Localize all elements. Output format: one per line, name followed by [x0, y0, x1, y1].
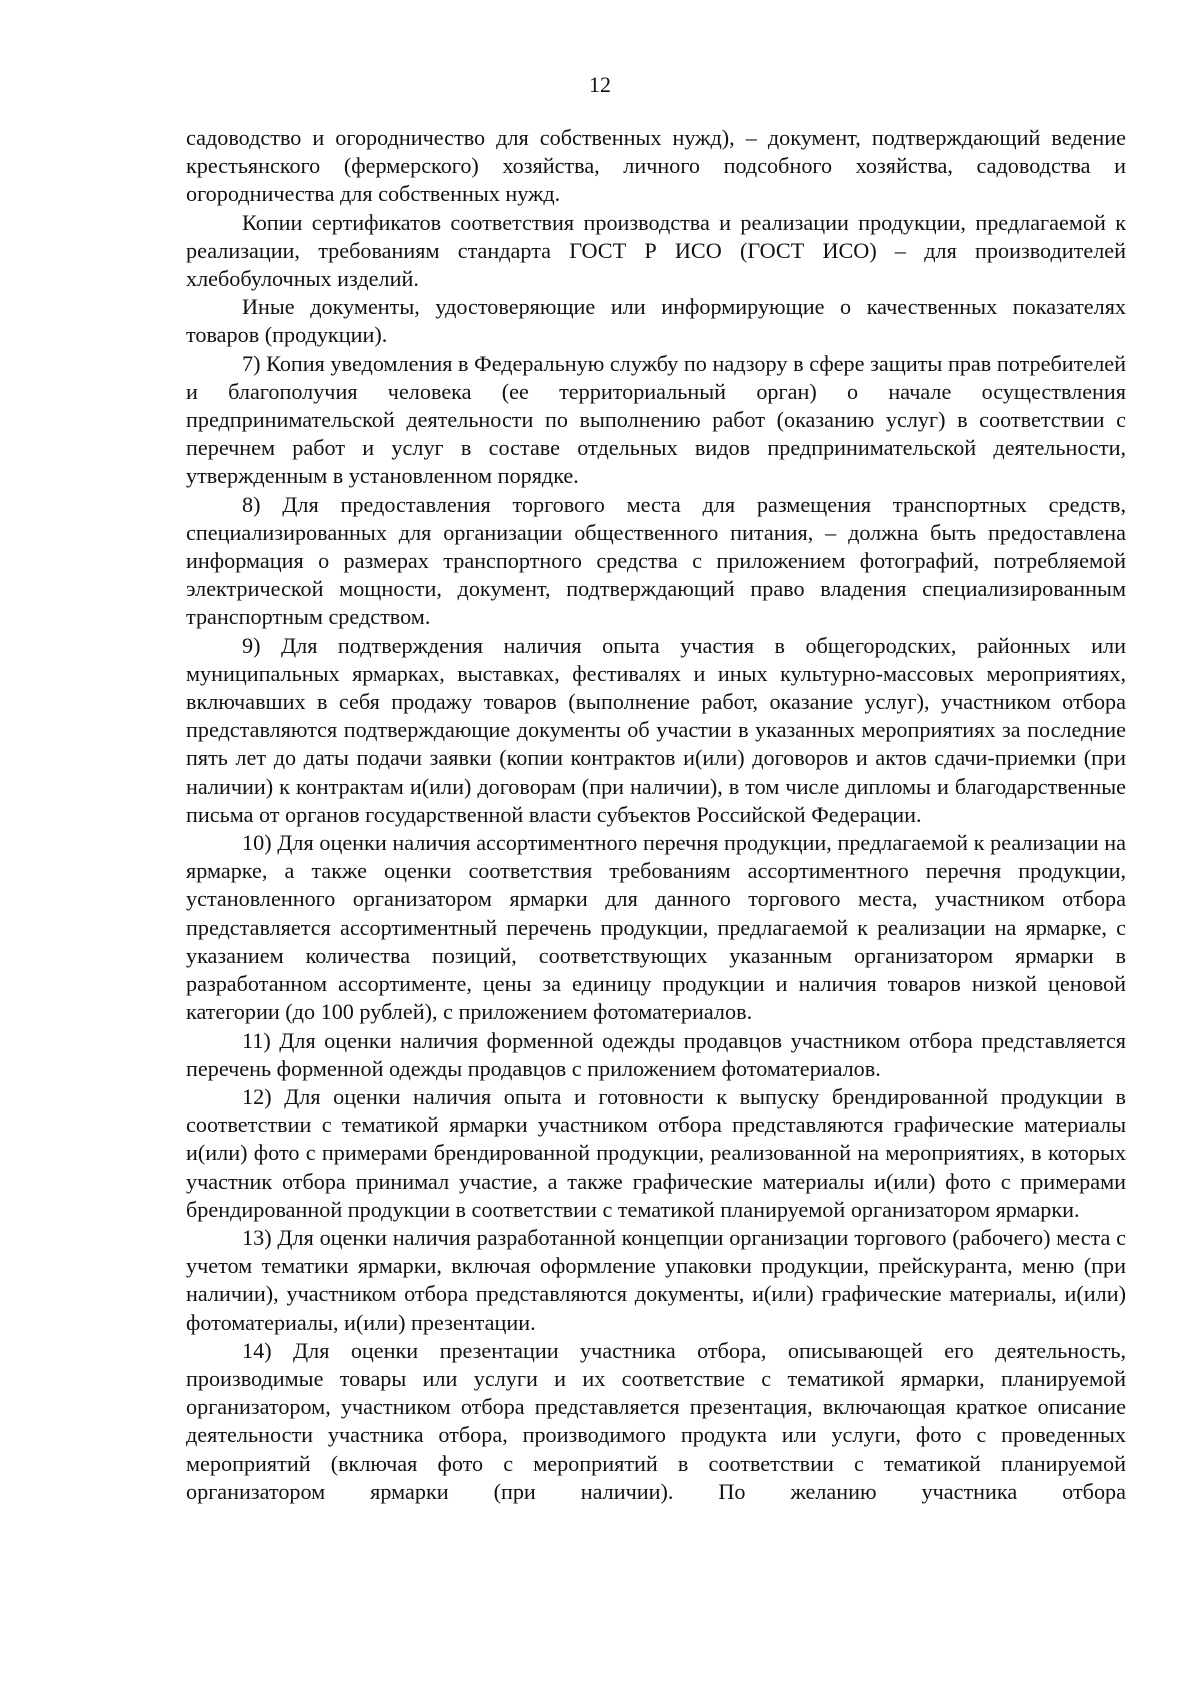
paragraph-item-7: 7) Копия уведомления в Федеральную службу по надзору в сфере защиты прав потребителей и благополучия человека (ее территориальный орган) о начале осуществления предпринимательской деятельности по выполнению работ (оказанию услуг) в соответствии с перечнем работ и услуг в составе отдельных видов предпринимательской деятельности, утвержденным в установленном порядке.: [186, 350, 1126, 489]
page-number: 12: [589, 72, 611, 97]
paragraph-item-8: 8) Для предоставления торгового места для размещения транспортных средств, специализированных для организации общественного питания, – должна быть предоставлена информация о размерах транспортного средства с приложением фотографий, потребляемой электрической мощности, документ, подтверждающий право владения специализированным транспортным средством.: [186, 491, 1126, 630]
paragraph-certificates: Копии сертификатов соответствия производства и реализации продукции, предлагаемой к реализации, требованиям стандарта ГОСТ Р ИСО (ГОСТ ИСО) – для производителей хлебобулочных изделий.: [186, 209, 1126, 292]
paragraph-other-documents: Иные документы, удостоверяющие или информирующие о качественных показателях товаров (продукции).: [186, 294, 1126, 348]
paragraph-item-12: 12) Для оценки наличия опыта и готовности к выпуску брендированной продукции в соответствии с тематикой ярмарки участником отбора представляются графические материалы и(или) фото с примерами брендированной продукции, реализованной на мероприятиях, в которых участник отбора принимал участие, а также графические материалы и(или) фото с примерами брендированной продукции в соответствии с тематикой планируемой организатором ярмарки.: [186, 1083, 1126, 1222]
paragraph-item-10: 10) Для оценки наличия ассортиментного перечня продукции, предлагаемой к реализации на ярмарке, а также оценки соответствия требованиям ассортиментного перечня продукции, установленного организатором ярмарки для данного торгового места, участником отбора представляется ассортиментный перечень продукции, предлагаемой к реализации на ярмарке, с указанием количества позиций, соответствующих указанным организатором ярмарки в разработанном ассортименте, цены за единицу продукции и наличия товаров низкой ценовой категории (до 100 рублей), с приложением фотоматериалов.: [186, 830, 1126, 1025]
paragraph-item-14: 14) Для оценки презентации участника отбора, описывающей его деятельность, производимые товары или услуги и их соответствие с тематикой ярмарки, планируемой организатором, участником отбора представляется презентация, включающая краткое описание деятельности участника отбора, производимого продукта или услуги, фото с проведенных мероприятий (включая фото с мероприятий в соответствии с тематикой планируемой организатором ярмарки (при наличии). По желанию участника отбора: [186, 1337, 1126, 1504]
paragraph-item-11: 11) Для оценки наличия форменной одежды продавцов участником отбора представляется перечень форменной одежды продавцов с приложением фотоматериалов.: [186, 1027, 1126, 1081]
paragraph-item-9: 9) Для подтверждения наличия опыта участия в общегородских, районных или муниципальных ярмарках, выставках, фестивалях и иных культурно-массовых мероприятиях, включавших в себя продажу товаров (выполнение работ, оказание услуг), участником отбора представляются подтверждающие документы об участии в указанных мероприятиях за последние пять лет до даты подачи заявки (копии контрактов и(или) договоров и актов сдачи-приемки (при наличии) к контрактам и(или) договорам (при наличии), в том числе дипломы и благодарственные письма от органов государственной власти субъектов Российской Федерации.: [186, 632, 1126, 827]
paragraph-continuation: садоводство и огородничество для собственных нужд), – документ, подтверждающий ведение крестьянского (фермерского) хозяйства, личного подсобного хозяйства, садоводства и огородничества для собственных нужд.: [186, 125, 1126, 207]
paragraph-item-13: 13) Для оценки наличия разработанной концепции организации торгового (рабочего) места с учетом тематики ярмарки, включая оформление упаковки продукции, прейскуранта, меню (при наличии), участником отбора представляются документы, и(или) графические материалы, и(или) фотоматериалы, и(или) презентации.: [186, 1224, 1126, 1335]
document-body: [186, 124, 1126, 1506]
